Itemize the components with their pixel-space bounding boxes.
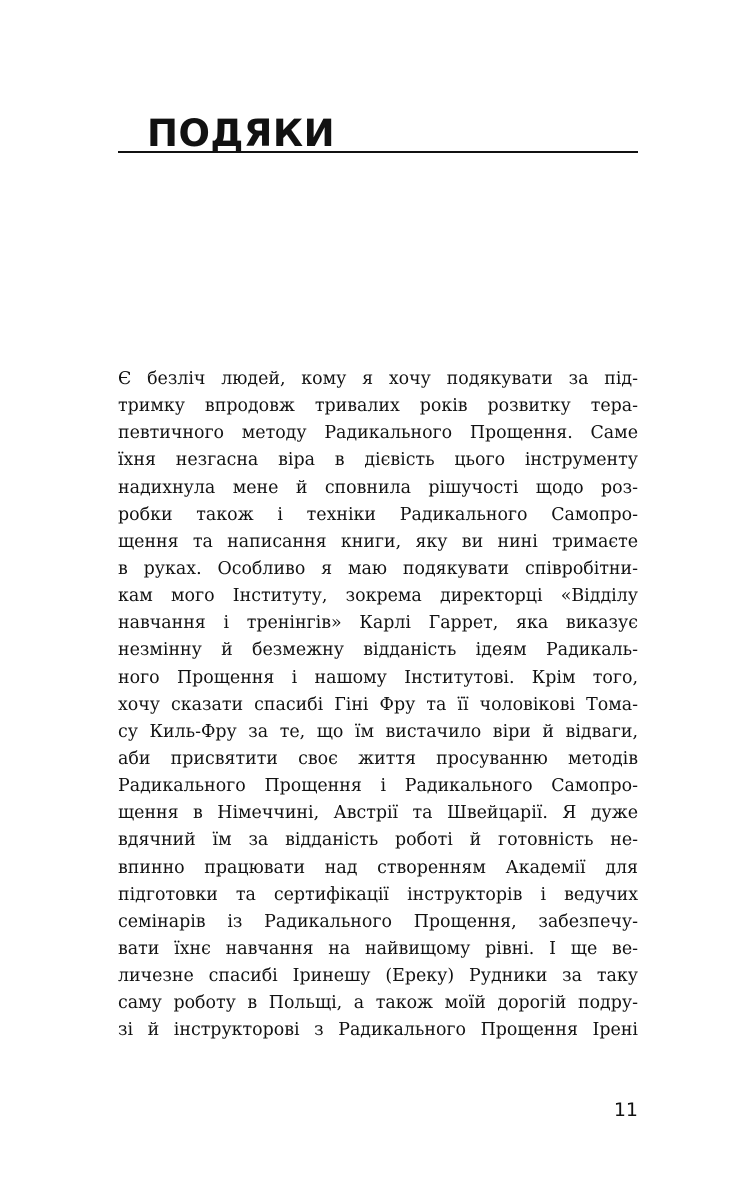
text-line: надихнула мене й сповнила рішучості щодо роз- bbox=[118, 477, 638, 498]
text-line: вати їхнє навчання на найвищому рівні. І ще ве- bbox=[118, 938, 638, 959]
text-line: хочу сказати спасибі Гіні Фру та її чоловікові Тома- bbox=[118, 694, 638, 715]
chapter-title: ПОДЯКИ bbox=[147, 112, 336, 155]
text-line: певтичного методу Радикального Прощення. Саме bbox=[118, 423, 638, 444]
body-text bbox=[118, 366, 638, 1045]
text-line: семінарів із Радикального Прощення, забезпечу- bbox=[118, 911, 638, 932]
title-rule bbox=[118, 151, 638, 153]
text-line: робки також і техніки Радикального Самопро- bbox=[118, 504, 638, 525]
text-line: Радикального Прощення і Радикального Самопро- bbox=[118, 776, 638, 797]
text-line: вдячний їм за відданість роботі й готовність не- bbox=[118, 830, 638, 851]
text-line: ного Прощення і нашому Інститутові. Крім того, bbox=[118, 667, 638, 688]
text-line: зі й інструкторові з Радикального Прощення Ірені bbox=[118, 1020, 638, 1041]
text-line: підготовки та сертифікації інструкторів і ведучих bbox=[118, 884, 638, 905]
text-line: впинно працювати над створенням Академії для bbox=[118, 857, 638, 878]
text-line: кам мого Інституту, зокрема директорці «Відділу bbox=[118, 586, 638, 607]
text-line: незмінну й безмежну відданість ідеям Радикаль- bbox=[118, 640, 638, 661]
text-line: в руках. Особливо я маю подякувати співробітни- bbox=[118, 558, 638, 579]
text-line: навчання і тренінгів» Карлі Гаррет, яка виказує bbox=[118, 613, 638, 634]
text-line: їхня незгасна віра в дієвість цього інструменту bbox=[118, 450, 638, 471]
text-line: Є безліч людей, кому я хочу подякувати за під- bbox=[118, 369, 638, 389]
text-line: саму роботу в Польщі, а також моїй дорогій подру- bbox=[118, 993, 638, 1014]
text-line: личезне спасибі Іринешу (Ереку) Рудники за таку bbox=[118, 966, 638, 987]
text-line: аби присвятити своє життя просуванню методів bbox=[118, 748, 638, 769]
page-number: 11 bbox=[613, 1099, 638, 1121]
text-line: тримку впродовж тривалих років розвитку тера- bbox=[118, 396, 638, 417]
text-line: щення в Німеччині, Австрії та Швейцарії. Я дуже bbox=[118, 803, 638, 824]
text-line: су Киль-Фру за те, що їм вистачило віри й відваги, bbox=[118, 721, 638, 742]
text-line: щення та написання книги, яку ви нині тримаєте bbox=[118, 531, 638, 552]
